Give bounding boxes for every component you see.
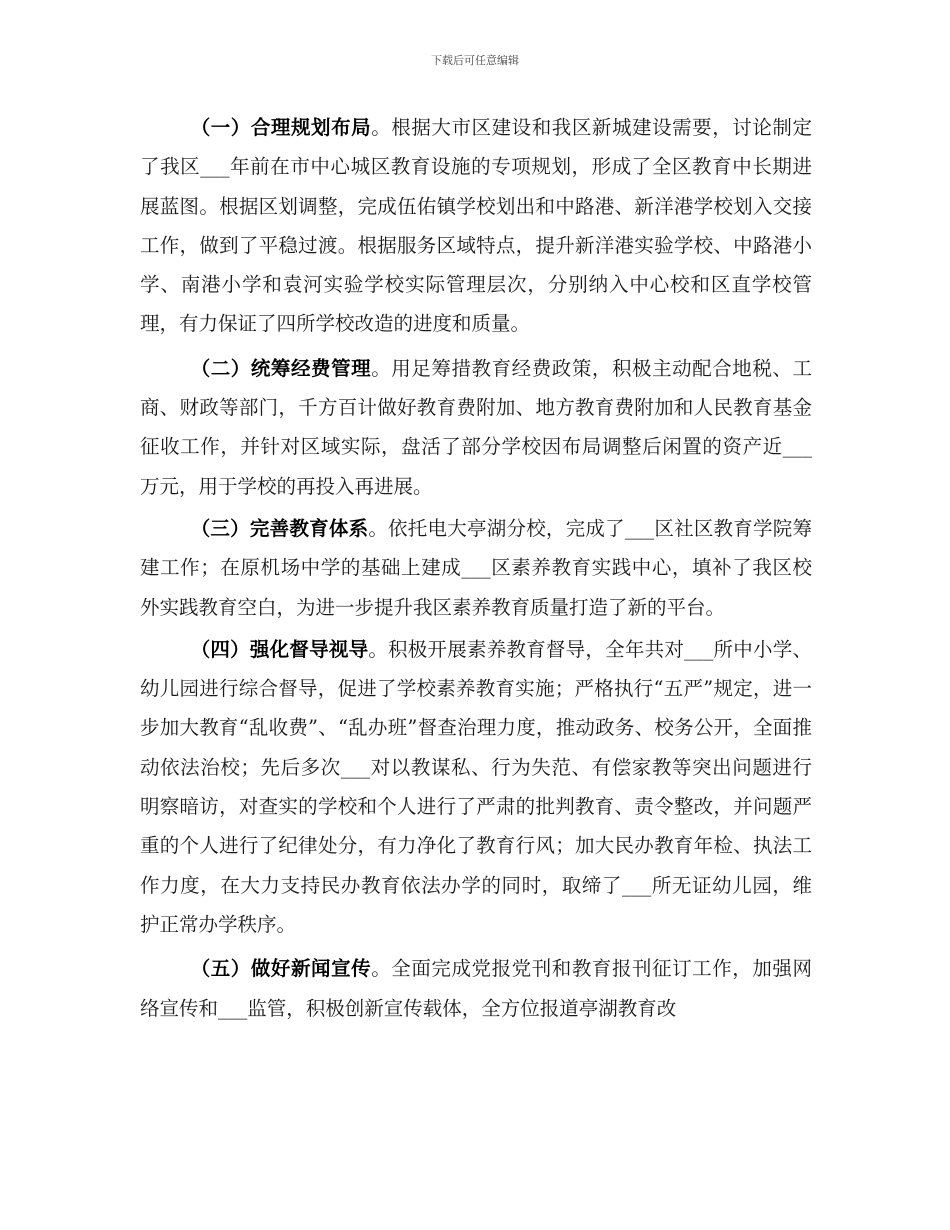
paragraph-system <box>140 509 812 627</box>
paragraph-text: 。根据大市区建设和我区新城建设需要，讨论制定了我区___年前在市中心城区教育设施的专项规划，形成了全区教育中长期进展蓝图。根据区划调整，完成伍佑镇学校划出和中路港、新洋港学校划入交接工作，做到了平稳过渡。根据服务区域特点，提升新洋港实验学校、中路港小学、南港小学和袁河实验学校实际管理层次，分别纳入中心校和区直学校管理，有力保证了四所学校改造的进度和质量。 <box>140 116 812 336</box>
paragraph-heading: （二）统筹经费管理 <box>190 356 372 380</box>
paragraph-heading: （五）做好新闻宣传 <box>190 957 372 981</box>
paragraph-layout <box>140 108 812 344</box>
page-header: 下载后可任意编辑 <box>431 54 519 67</box>
paragraph-publicity <box>140 949 812 1028</box>
paragraph-text: 。依托电大亭湖分校，完成了___区社区教育学院筹建工作；在原机场中学的基础上建成___区素养教育实践中心，填补了我区校外实践教育空白，为进一步提升我区素养教育质量打造了新的平台。 <box>140 516 812 619</box>
paragraph-heading: （三）完善教育体系 <box>190 516 369 540</box>
paragraph-text: 。积极开展素养教育督导，全年共对___所中小学、幼儿园进行综合督导，促进了学校素养教育实施；严格执行“五严”规定，进一步加大教育“乱收费”、“乱办班”督查治理力度，推动政务、校务公开，全面推动依法治校；先后多次___对以教谋私、行为失范、有偿家教等突出问题进行明察暗访，对查实的学校和个人进行了严肃的批判教育、责令整改，并问题严重的个人进行了纪律处分，有力净化了教育行风；加大民办教育年检、执法工作力度，在大力支持民办教育依法办学的同时，取缔了___所无证幼儿园，维护正常办学秩序。 <box>140 637 812 936</box>
paragraph-heading: （一）合理规划布局 <box>190 116 372 139</box>
document-body <box>140 108 812 1028</box>
paragraph-supervision <box>140 630 812 944</box>
paragraph-heading: （四）强化督导视导 <box>190 637 369 661</box>
paragraph-text: 。全面完成党报党刊和教育报刊征订工作，加强网络宣传和___监管，积极创新宣传载体，全方位报道亭湖教育改 <box>140 957 812 1020</box>
paragraph-funding <box>140 349 812 506</box>
paragraph-text: 。用足筹措教育经费政策，积极主动配合地税、工商、财政等部门，千方百计做好教育费附加、地方教育费附加和人民教育基金征收工作，并针对区域实际，盘活了部分学校因布局调整后闲置的资产近___万元，用于学校的再投入再进展。 <box>140 356 812 498</box>
